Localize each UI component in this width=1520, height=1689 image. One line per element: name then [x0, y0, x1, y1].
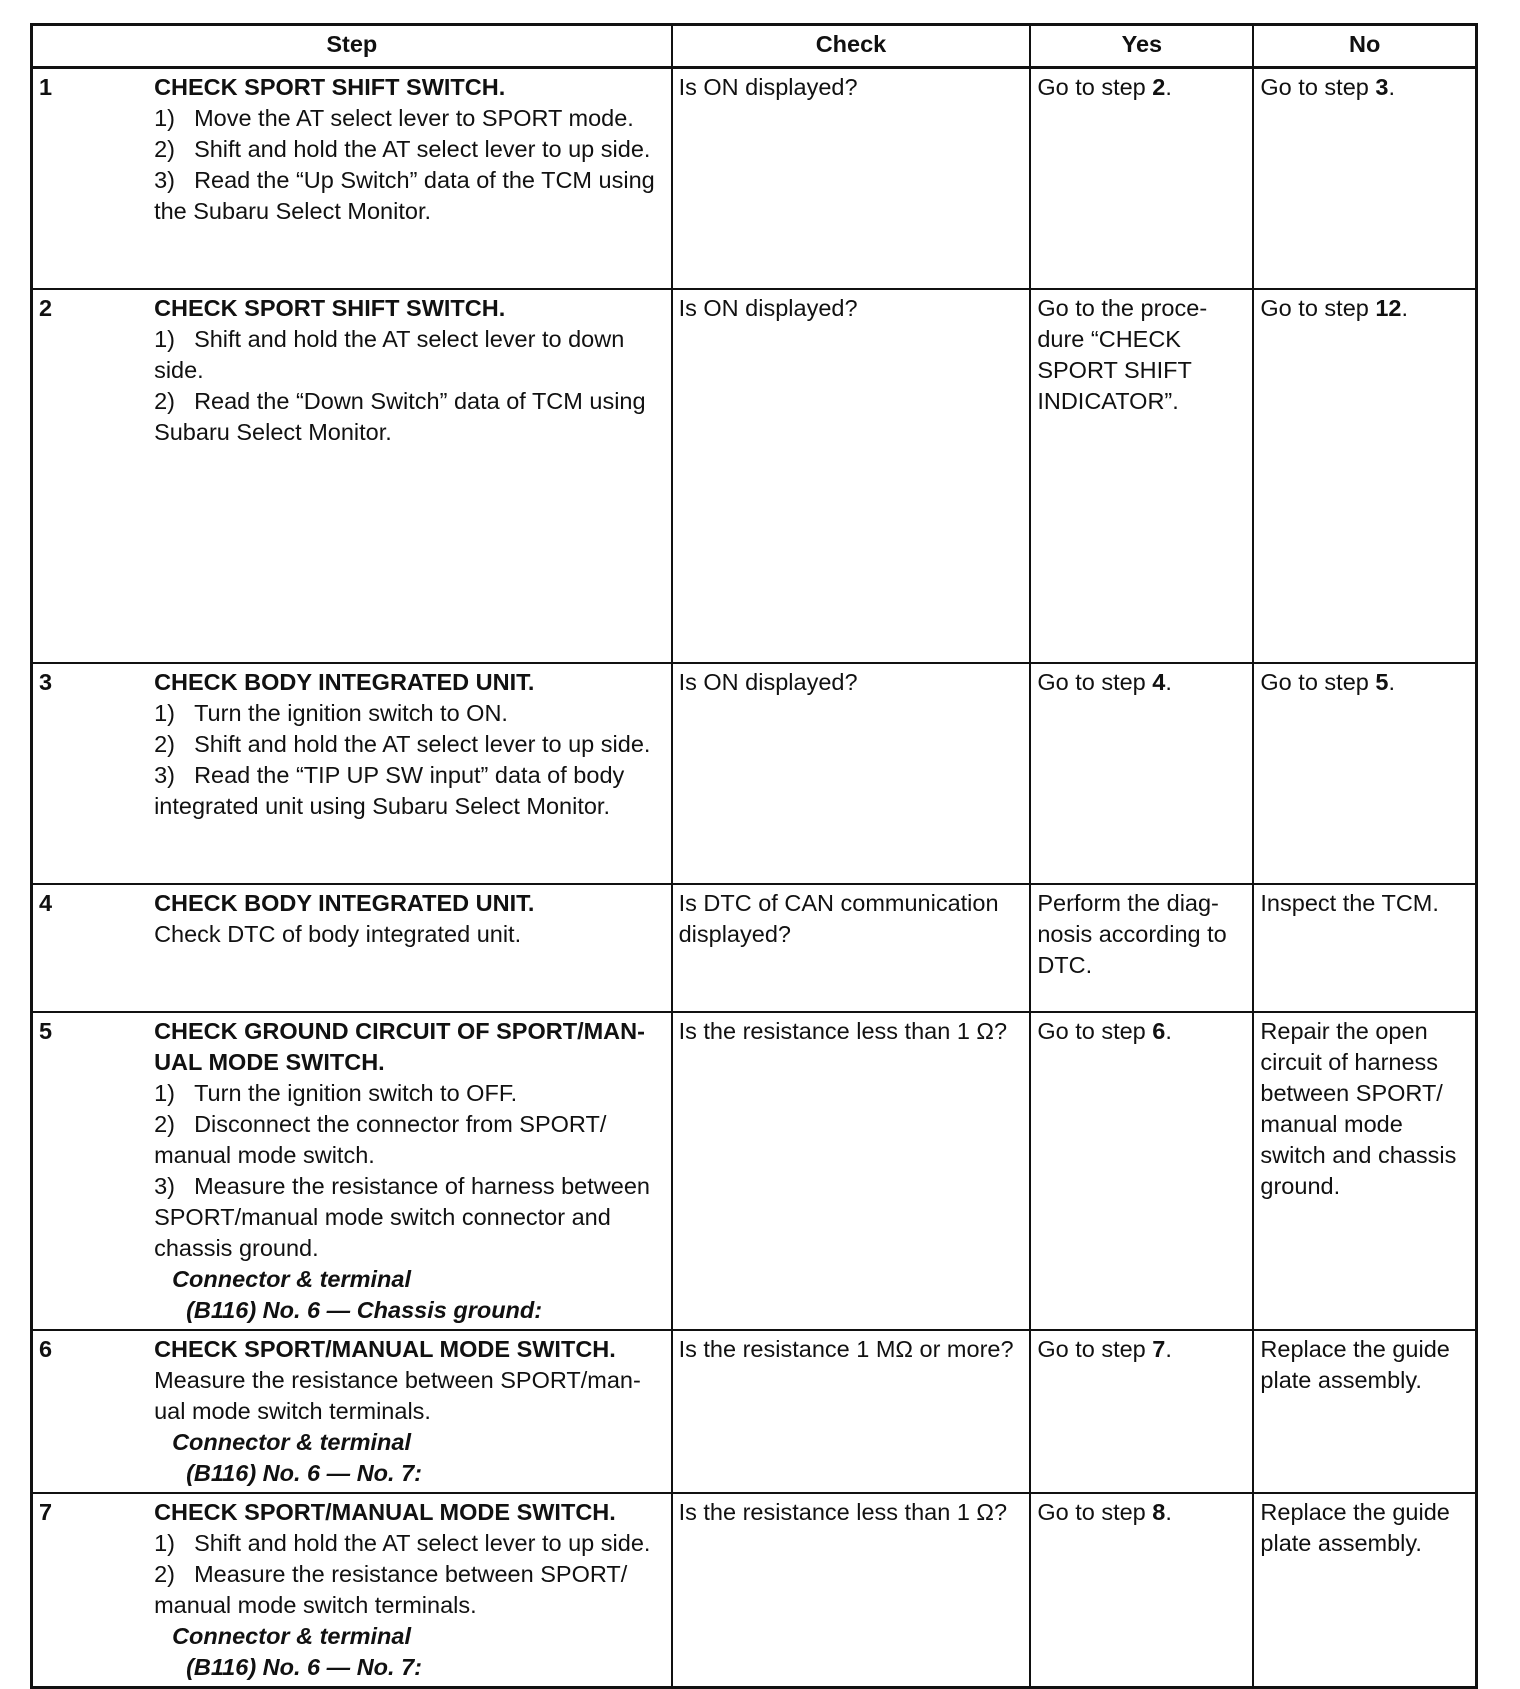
step-title: CHECK SPORT/MANUAL MODE SWITCH.	[154, 1335, 616, 1362]
connector-terminal-spec: (B116) No. 6 — Chassis ground:	[186, 1296, 543, 1323]
check-cell: Is DTC of CAN communication displayed?	[672, 884, 1031, 1012]
step-number: 6	[32, 1330, 149, 1493]
yes-cell: Go to step 7.	[1030, 1330, 1253, 1493]
step-title: CHECK BODY INTEGRATED UNIT.	[154, 889, 535, 916]
no-cell: Repair the open circuit of harness between SPORT/ manual mode switch and chassis ground.	[1253, 1012, 1476, 1330]
header-no: No	[1253, 25, 1476, 68]
step-content	[148, 289, 672, 663]
step-content	[148, 1012, 672, 1330]
step-content	[148, 1493, 672, 1688]
list-item: 1) Shift and hold the AT select lever to up side.	[154, 1529, 651, 1556]
table-row	[32, 1493, 1477, 1688]
step-number: 4	[32, 884, 149, 1012]
list-item: 1) Turn the ignition switch to ON.	[154, 699, 508, 726]
table-row	[32, 289, 1477, 663]
yes-cell: Perform the diag- nosis according to DTC.	[1030, 884, 1253, 1012]
step-content	[148, 663, 672, 884]
header-yes: Yes	[1030, 25, 1253, 68]
list-item: 3) Read the “TIP UP SW input” data of body	[154, 761, 625, 788]
check-cell: Is ON displayed?	[672, 68, 1031, 289]
connector-terminal-spec: (B116) No. 6 — No. 7:	[186, 1653, 422, 1680]
list-item: 2) Shift and hold the AT select lever to up side.	[154, 136, 651, 162]
yes-cell: Go to step 6.	[1030, 1012, 1253, 1330]
list-item: 2) Read the “Down Switch” data of TCM using	[154, 387, 646, 414]
continuation-text: SPORT/manual mode switch connector and chassis ground.	[154, 1203, 611, 1261]
continuation-text: Subaru Select Monitor.	[154, 418, 392, 445]
list-item: 3) Read the “Up Switch” data of the TCM using	[154, 167, 655, 193]
table-row	[32, 1012, 1477, 1330]
step-title: CHECK SPORT SHIFT SWITCH.	[154, 294, 506, 321]
check-cell: Is the resistance 1 MΩ or more?	[672, 1330, 1031, 1493]
table-row	[32, 884, 1477, 1012]
connector-terminal-label: Connector & terminal	[172, 1265, 412, 1292]
list-item: 1) Move the AT select lever to SPORT mode.	[154, 105, 634, 131]
list-item: 1) Turn the ignition switch to OFF.	[154, 1079, 518, 1106]
list-item: 2) Measure the resistance between SPORT/	[154, 1560, 628, 1587]
no-cell: Inspect the TCM.	[1253, 884, 1476, 1012]
continuation-text: the Subaru Select Monitor.	[154, 198, 432, 224]
step-number: 2	[32, 289, 149, 663]
no-cell: Go to step 12.	[1253, 289, 1476, 663]
step-text: Check DTC of body integrated unit.	[154, 920, 522, 947]
step-content	[148, 68, 672, 289]
header-check: Check	[672, 25, 1031, 68]
header-step: Step	[32, 25, 672, 68]
check-cell: Is ON displayed?	[672, 289, 1031, 663]
check-cell: Is the resistance less than 1 Ω?	[672, 1493, 1031, 1688]
step-number: 3	[32, 663, 149, 884]
list-item: 1) Shift and hold the AT select lever to down	[154, 325, 625, 352]
connector-terminal-label: Connector & terminal	[172, 1428, 412, 1455]
yes-cell: Go to the proce- dure “CHECK SPORT SHIFT INDICATOR”.	[1030, 289, 1253, 663]
step-title: CHECK GROUND CIRCUIT OF SPORT/MAN- UAL MODE SWITCH.	[154, 1017, 645, 1075]
no-cell: Go to step 3.	[1253, 68, 1476, 289]
table-row	[32, 1330, 1477, 1493]
step-number: 7	[32, 1493, 149, 1688]
continuation-text: integrated unit using Subaru Select Monitor.	[154, 792, 610, 819]
step-number: 5	[32, 1012, 149, 1330]
continuation-text: side.	[154, 356, 204, 383]
yes-cell: Go to step 4.	[1030, 663, 1253, 884]
header-row	[32, 25, 1477, 68]
continuation-text: manual mode switch terminals.	[154, 1591, 477, 1618]
step-content	[148, 884, 672, 1012]
check-cell: Is ON displayed?	[672, 663, 1031, 884]
yes-cell: Go to step 2.	[1030, 68, 1253, 289]
list-item: 2) Disconnect the connector from SPORT/	[154, 1110, 607, 1137]
step-number: 1	[32, 68, 149, 289]
connector-terminal-spec: (B116) No. 6 — No. 7:	[186, 1459, 422, 1486]
connector-terminal-label: Connector & terminal	[172, 1622, 412, 1649]
no-cell: Go to step 5.	[1253, 663, 1476, 884]
no-cell: Replace the guide plate assembly.	[1253, 1330, 1476, 1493]
table-row	[32, 68, 1477, 289]
table-row	[32, 663, 1477, 884]
step-content	[148, 1330, 672, 1493]
continuation-text: manual mode switch.	[154, 1141, 375, 1168]
diagnostic-table	[30, 23, 1478, 1689]
step-title: CHECK SPORT/MANUAL MODE SWITCH.	[154, 1498, 616, 1525]
list-item: 2) Shift and hold the AT select lever to up side.	[154, 730, 651, 757]
step-title: CHECK BODY INTEGRATED UNIT.	[154, 668, 535, 695]
step-text: Measure the resistance between SPORT/man- ual mode switch terminals.	[154, 1366, 641, 1424]
no-cell: Replace the guide plate assembly.	[1253, 1493, 1476, 1688]
step-title: CHECK SPORT SHIFT SWITCH.	[154, 74, 506, 100]
yes-cell: Go to step 8.	[1030, 1493, 1253, 1688]
check-cell: Is the resistance less than 1 Ω?	[672, 1012, 1031, 1330]
list-item: 3) Measure the resistance of harness between	[154, 1172, 650, 1199]
